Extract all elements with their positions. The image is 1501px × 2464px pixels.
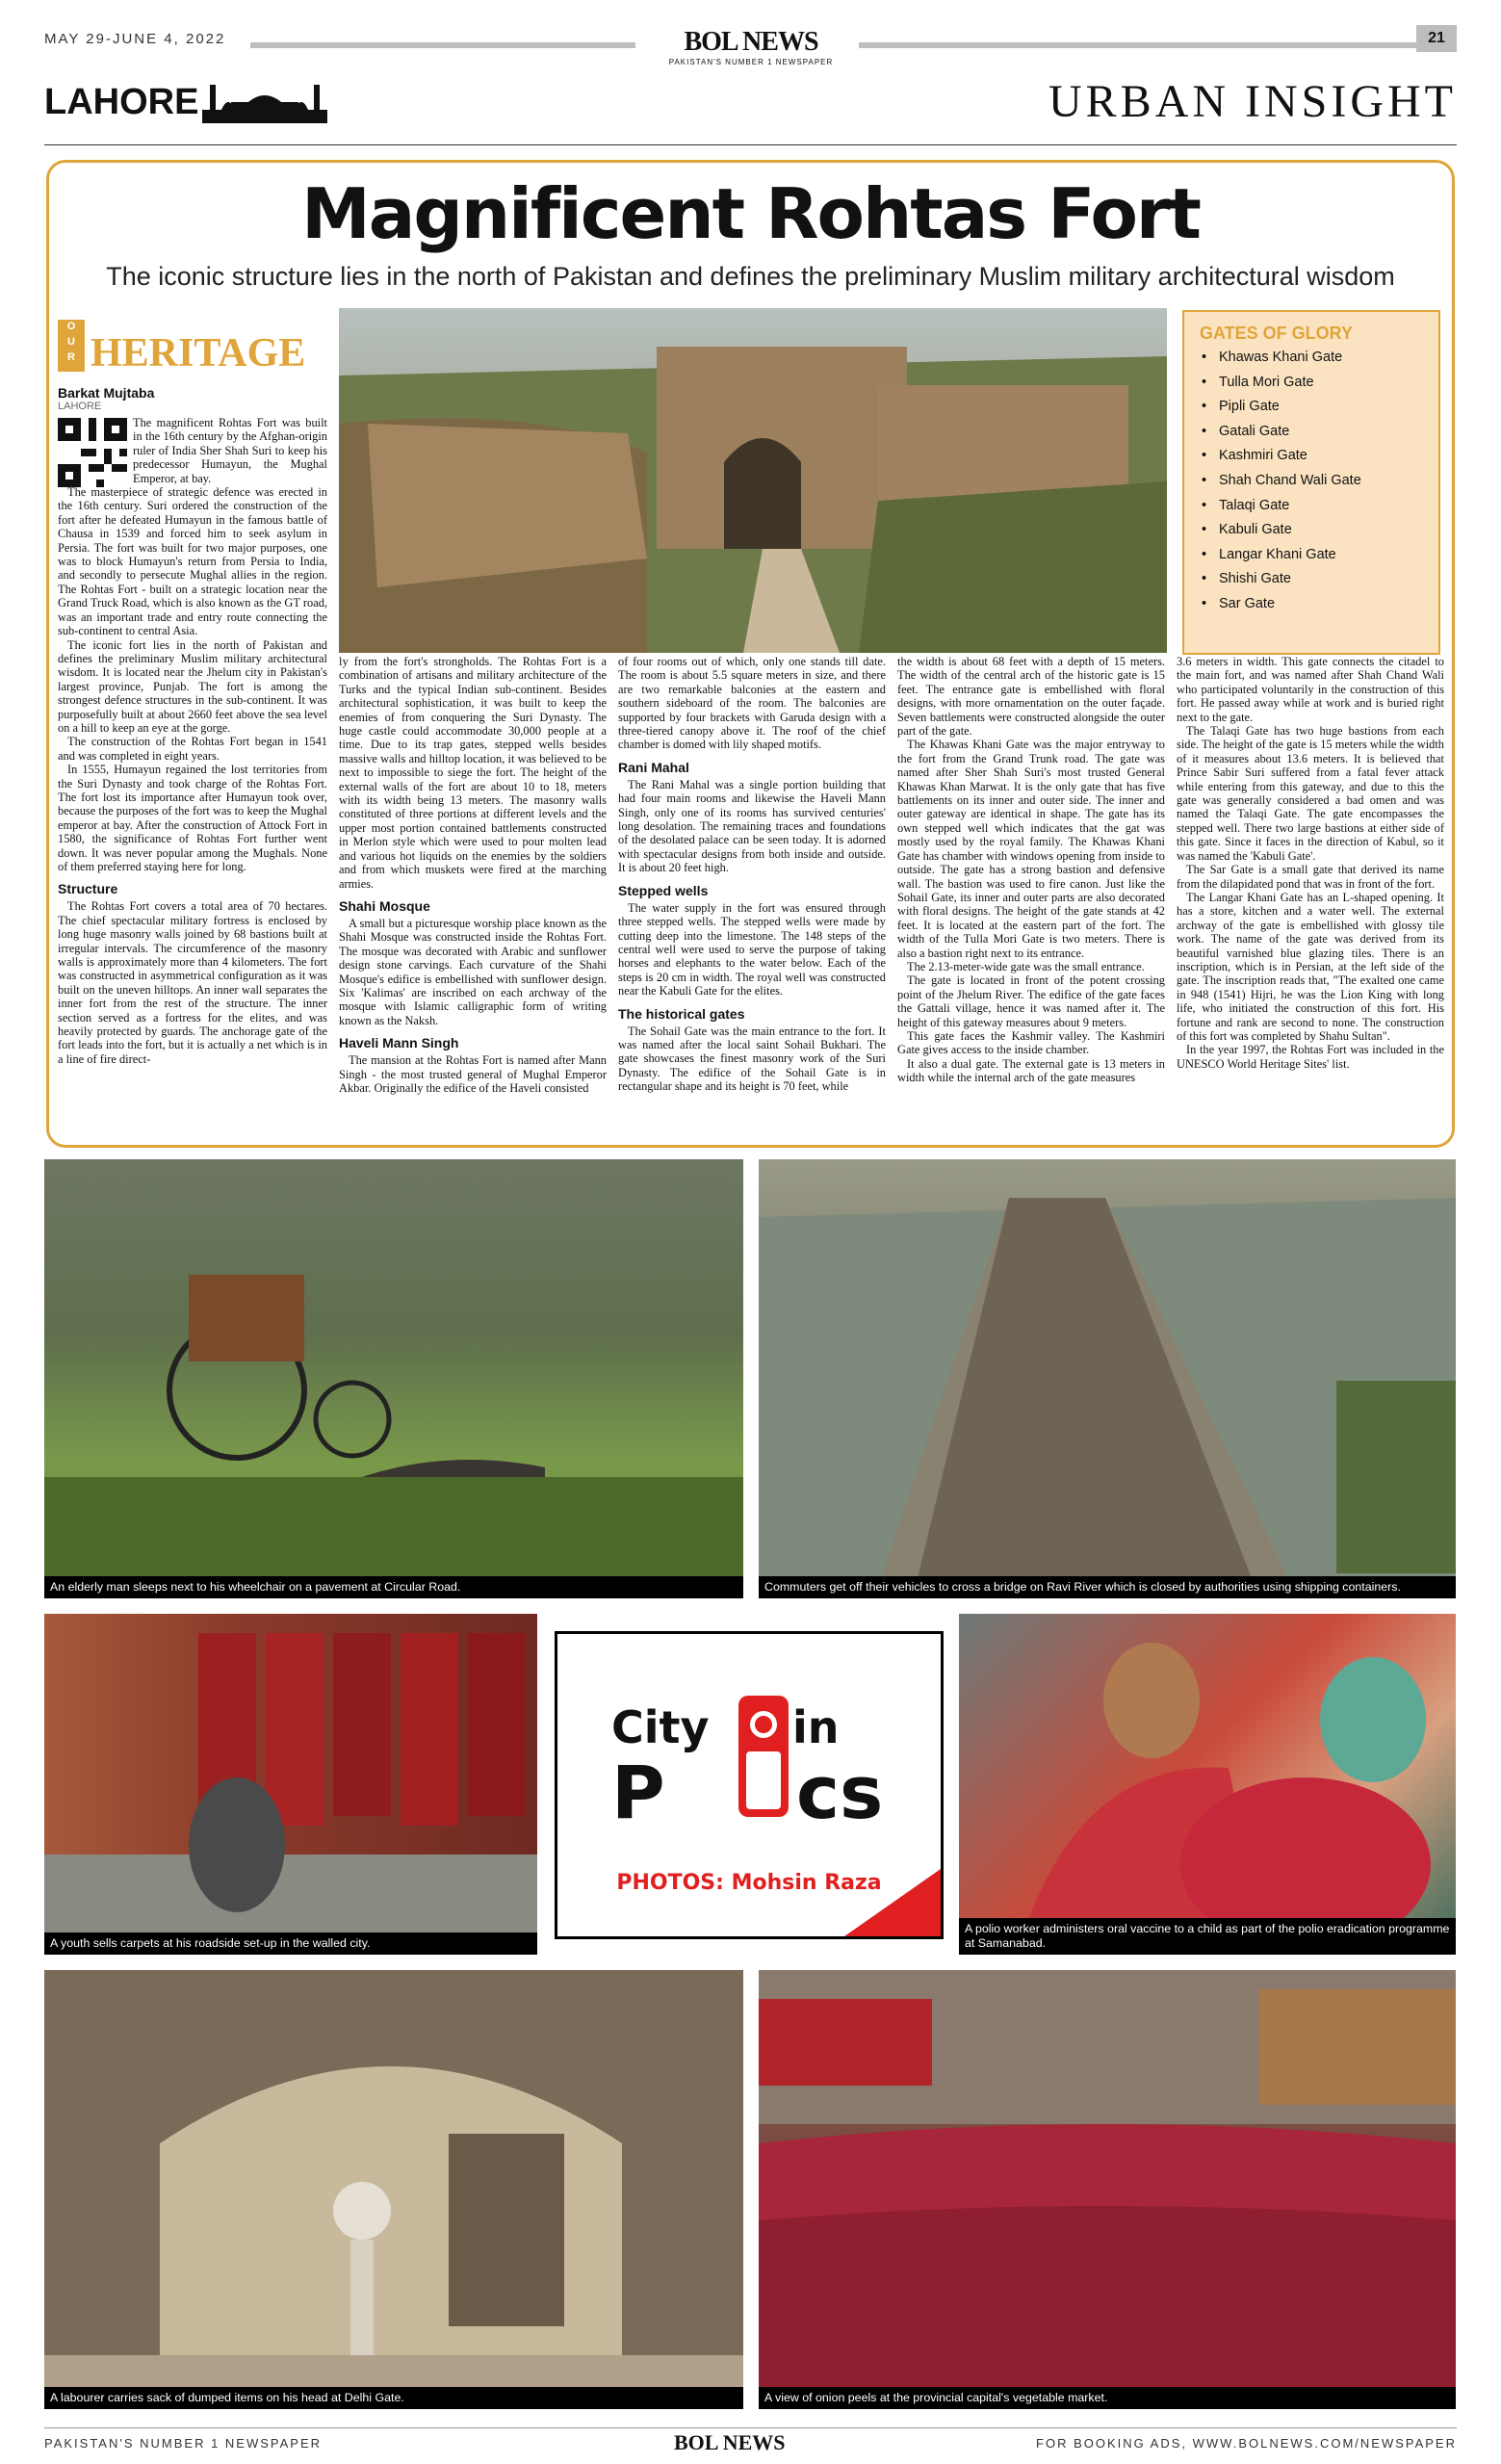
footer-ad-link[interactable]: FOR BOOKING ADS, WWW.BOLNEWS.COM/NEWSPAPER — [1036, 2436, 1457, 2451]
footer-tagline: PAKISTAN'S NUMBER 1 NEWSPAPER — [44, 2436, 323, 2451]
paragraph: It also a dual gate. The external gate is 13 meters in width while the internal arch of the gate measures — [897, 1056, 1165, 1085]
paragraph: The Sar Gate is a small gate that derived its name from the dilapidated pond that was in front of the fort. — [1177, 863, 1444, 891]
city-in-pics-logo — [555, 1631, 944, 1939]
svg-text:HERITAGE: HERITAGE — [91, 331, 306, 374]
article-column-1 — [58, 416, 327, 1066]
photo-delhi-gate — [44, 1970, 743, 2409]
issue-date: MAY 29-JUNE 4, 2022 — [44, 31, 226, 47]
paragraph: The masterpiece of strategic defence was erected in the 16th century. Suri ordered the construction of the fort after he defeated Humayun in the famous battle of Chausa in 1539 and forced him to seek asylum in Persia. The fort was built for two major purposes, one was to block Humayun's return from Persia to India, and secondly to persecute Mughal allies in the region. The Rohtas Fort - built on a strategic location near the Grand Truck Road, which is also known as the GT road, was an important trade and entry route connecting the sub-continent to central Asia. — [58, 485, 327, 638]
list-item: • Pipli Gate — [1200, 399, 1423, 414]
paragraph: ly from the fort's strongholds. The Rohtas Fort is a combination of artisans and military architecture of the Turks and the typical Indian sub-continent. Besides architectural sophistication, it was built to keep the enemies of from conquering the Suri Dynasty. The huge castle could accommodate 30,000 people at a time. Due to its trap gates, stepped wells besides massive walls and hilltop location, it was believed to be next to impossible to siege the fort. The height of the external walls of the fort are about 10 to 18, meters with its width being 13 meters. The masonry walls constituted of three portions at different levels and the upper most portion contained battlements constructed in Merlon style which were used to pour molten lead and various hot liquids on the enemies by the soldiers and from which muskets were fired at the marching armies. — [339, 655, 607, 891]
logo-word-city: City — [611, 1701, 710, 1753]
photo-ravi-bridge — [759, 1159, 1456, 1598]
paragraph: The Sohail Gate was the main entrance to the fort. It was named after the local saint Sohail Bukhari. The gate showcases the finest masonry work of the Suri Dynasty. The edifice of the Sohail Gate is in rectangular shape and its height is 70 feet, while — [618, 1024, 886, 1094]
header-rule-right — [859, 42, 1417, 48]
list-item: • Langar Khani Gate — [1200, 547, 1423, 562]
svg-text:R: R — [67, 351, 75, 363]
paragraph: The magnificent Rohtas Fort was built in the 16th century by the Afghan-origin ruler of India Sher Shah Suri to keep his predecessor Humayun, the Mughal Emperor, at bay. — [133, 416, 327, 485]
paragraph: In 1555, Humayun regained the lost territories from the Suri Dynasty and took charge of the Rohtas Fort. The fort lost its importance after Humayun took over, because the purposes of the fort was to keep the Mughal emperor at bay. After the construction of Attock Fort in 1580, the significance of Rohtas Fort further went down. It was never popular among the Mughals. None of them preferred staying here for long. — [58, 763, 327, 873]
paragraph: The 2.13-meter-wide gate was the small entrance. — [907, 959, 1145, 973]
section-title: URBAN INSIGHT — [1048, 76, 1457, 127]
list-item: • Khawas Khani Gate — [1200, 350, 1423, 365]
paragraph: of four rooms out of which, only one stands till date. The room is about 5.5 square meters in size, and there are two remarkable balconies at the eastern and southern sideboard of the room. The balconies are supported by four brackets with Garuda design with a three-tiered canopy above it. The roof of the chief chamber is domed with lily shaped motifs. — [618, 655, 886, 752]
logo-word-cs: cs — [796, 1750, 884, 1835]
paragraph: The construction of the Rohtas Fort began in 1541 and was completed in eight years. — [58, 735, 327, 763]
subhead-structure: Structure — [58, 881, 118, 897]
article-column-2 — [339, 655, 607, 1095]
paragraph: The Rohtas Fort covers a total area of 70 hectares. The chief spectacular military fortress is enclosed by long huge masonry walls joined by 68 bastions built at irregular intervals. The circumference of the masonry walls is approximately more than 4 kilometers. The fort was constructed in asymmetrical configuration as it was built on the uneven hilltops. An inner wall separates the inner fort from the rest of the structure. The inner section served as a fortress for the elites, and was heavily protected by guards. The anchorage gate of the fort leads into the fort, but it is actually a net which is in a line of fire direct- — [58, 899, 327, 1066]
photo-wheelchair — [44, 1159, 743, 1598]
list-item: • Shishi Gate — [1200, 571, 1423, 586]
paragraph: The Khawas Khani Gate was the major entryway to the fort from the Grand Trunk road. The gate was named after Sher Shah Suri's most trusted General Khawas Khan Marwat. It is the only gate that has five battlements on its inner and outer side. The inner and outer gateway are identical in shape. The gate has its own stepped well which indicates that the gat was mostly used by the royal family. The Khawas Khani Gate has chamber with windows opening from inside to outside. The gate has a strong bastion and defensive wall. The bastion was used to fire canon. Just like the Sohail Gate, its inner and outer parts are also decorated with floral designs. The height of the gate stands at 42 feet. It is located at the eastern part of the fort. The width of the Tulla Mori Gate is two meters. There is also a bastion right next to its entrance. — [897, 738, 1165, 960]
author-location: LAHORE — [58, 401, 102, 412]
photo-caption: A youth sells carpets at his roadside set-up in the walled city. — [44, 1932, 537, 1955]
paragraph: The gate is located in front of the potent crossing point of the Jhelum River. The edifice of the gate faces the Gattali village, hence it was named after it. The height of this gateway measures about 9 meters. — [897, 973, 1165, 1029]
footer-rule — [44, 2427, 1457, 2428]
article-column-5 — [1177, 655, 1444, 1071]
mosque-skyline-icon — [202, 81, 327, 123]
paragraph: 3.6 meters in width. This gate connects the citadel to the main fort, and was named after Shah Chand Wali who participated voluntarily in the construction of this fort. He passed away while at work and is buried right next to the gate. — [1177, 655, 1444, 724]
masthead-logo: BOL NEWS PAKISTAN'S NUMBER 1 NEWSPAPER — [668, 27, 834, 66]
photo-caption: An elderly man sleeps next to his wheelchair on a pavement at Circular Road. — [44, 1576, 743, 1598]
gates-list — [1184, 350, 1438, 611]
list-item: • Tulla Mori Gate — [1200, 375, 1423, 390]
subhead-stepped-wells: Stepped wells — [618, 882, 709, 898]
article-subtitle: The iconic structure lies in the north of Pakistan and defines the preliminary Muslim military architectural wisdom — [106, 262, 1395, 291]
paragraph: the width is about 68 feet with a depth of 15 meters. The width of the central arch of the historic gate is 15 feet. The entrance gate is embellished with floral designs, with more ornamentation on the outer façade. Seven battlements were constructed alongside the outer part of the gate. — [897, 655, 1165, 739]
header-divider — [44, 144, 1457, 145]
phone-camera-icon — [738, 1696, 789, 1817]
article-column-4 — [897, 655, 1165, 1085]
photo-caption: A view of onion peels at the provincial capital's vegetable market. — [759, 2387, 1456, 2409]
logo-word-p: P — [611, 1750, 665, 1835]
paragraph: A small but a picturesque worship place known as the Shahi Mosque was constructed inside the Rohtas Fort. The mosque was decorated with Arabic and sunflower design stone carvings. Each curvature of the Shahi Mosque's edifice is embellished with sunflower design. Six 'Kalimas' are inscribed on each archway of the mosque with Islamic calligraphic form of writing known as the Naksh. — [339, 916, 607, 1027]
svg-text:O: O — [66, 321, 76, 332]
rohtas-fort-photo — [339, 308, 1167, 653]
gates-of-glory-box — [1182, 310, 1440, 655]
article-title: Magnificent Rohtas Fort — [301, 173, 1200, 254]
logo-word-in: in — [792, 1701, 840, 1753]
svg-text:U: U — [67, 336, 75, 348]
paragraph: The mansion at the Rohtas Fort is named after Mann Singh - the most trusted general of Mughal Emperor Akbar. Originally the edifice of the Haveli consisted — [339, 1053, 607, 1095]
photo-onion-peels — [759, 1970, 1456, 2409]
subhead-historical-gates: The historical gates — [618, 1005, 745, 1022]
list-item: • Gatali Gate — [1200, 424, 1423, 439]
paragraph: The water supply in the fort was ensured through three stepped wells. The stepped wells were made by cutting deep into the limestone. The 148 steps of the central well were used to serve the purpose of taking horses and elephants to the water below. Each of the steps is 20 cm in width. The royal well was constructed near the Kabuli Gate for the elites. — [618, 900, 886, 999]
city-tag: LAHORE — [44, 81, 327, 123]
paragraph: The iconic fort lies in the north of Pakistan and defines the preliminary Muslim military architectural wisdom. It is located near the Jhelum city in Pakistan's largest province, Punjab. The fort is among the strongest defence structures in the sub-continent. It was purposefully built at about 2660 feet above the sea level on a hill to keep an eye at the gorge. — [58, 637, 327, 735]
page-number: 21 — [1416, 25, 1457, 52]
paragraph: In the year 1997, the Rohtas Fort was included in the UNESCO World Heritage Sites' list. — [1177, 1043, 1444, 1071]
paragraph: The Rani Mahal was a single portion building that had four main rooms and likewise the Haveli Mann Singh, only one of its rooms has survived centuries' long desolation. The remaining traces and foundations of the desolated palace can be seen today. It is adorned with spectacular designs from both inside and outside. It is about 20 feet high. — [618, 777, 886, 875]
header-rule-left — [250, 42, 635, 48]
article-column-3 — [618, 655, 886, 1094]
photo-carpet-seller — [44, 1614, 537, 1955]
paragraph: The Langar Khani Gate has an L-shaped opening. It has a store, kitchen and a water well. The external archway of the gate is embellished with glossy tile work. The name of the gate was derived from its beautiful varnished blue glazing tiles. There is an inscription, which is in Persian, at the left side of the gate. The inscription reads that, "The exalted one came in 948 (1541) Hijri, he was the Lion King with long life, who initiated the construction of this fort. His fortune and rank are second to none. The construction of this fort was completed by Shahu Sultan". — [1177, 890, 1444, 1043]
photo-polio-worker — [959, 1614, 1456, 1955]
gates-box-title: GATES OF GLORY — [1200, 324, 1354, 343]
photo-caption: Commuters get off their vehicles to cross a bridge on Ravi River which is closed by authorities using shipping containers. — [759, 1576, 1456, 1598]
our-heritage-logo — [58, 316, 347, 374]
subhead-rani-mahal: Rani Mahal — [618, 759, 689, 775]
paragraph: This gate faces the Kashmir valley. The Kashmiri Gate gives access to the inside chamber. — [897, 1028, 1165, 1057]
list-item: • Talaqi Gate — [1200, 498, 1423, 513]
photo-credit: PHOTOS: Mohsin Raza — [616, 1871, 882, 1895]
footer-logo: BOL NEWS — [674, 2430, 786, 2454]
list-item: • Shah Chand Wali Gate — [1200, 473, 1423, 488]
subhead-haveli: Haveli Mann Singh — [339, 1035, 459, 1051]
photo-caption: A labourer carries sack of dumped items on his head at Delhi Gate. — [44, 2387, 743, 2409]
corner-accent — [844, 1869, 941, 1936]
author-name: Barkat Mujtaba — [58, 385, 155, 401]
list-item: • Kabuli Gate — [1200, 522, 1423, 537]
list-item: • Kashmiri Gate — [1200, 448, 1423, 463]
list-item: • Sar Gate — [1200, 596, 1423, 611]
subhead-shahi-mosque: Shahi Mosque — [339, 897, 430, 914]
paragraph: The Talaqi Gate has two huge bastions from each side. The height of the gate is 15 meters while the width of it measures about 13.6 meters. It is believed that Prince Sabir Suri suffered from a fatal fever attack while entering from this gateway, and due to this the gate was generally considered a bad omen and was named the Talaqi Gate. The gate encompasses the stepped well. There two large bastions at either side of this gate. Since it faces in the direction of Kabul, so it was named the 'Kabuli Gate'. — [1177, 724, 1444, 863]
photo-caption: A polio worker administers oral vaccine to a child as part of the polio eradication programme at Samanabad. — [959, 1918, 1456, 1955]
